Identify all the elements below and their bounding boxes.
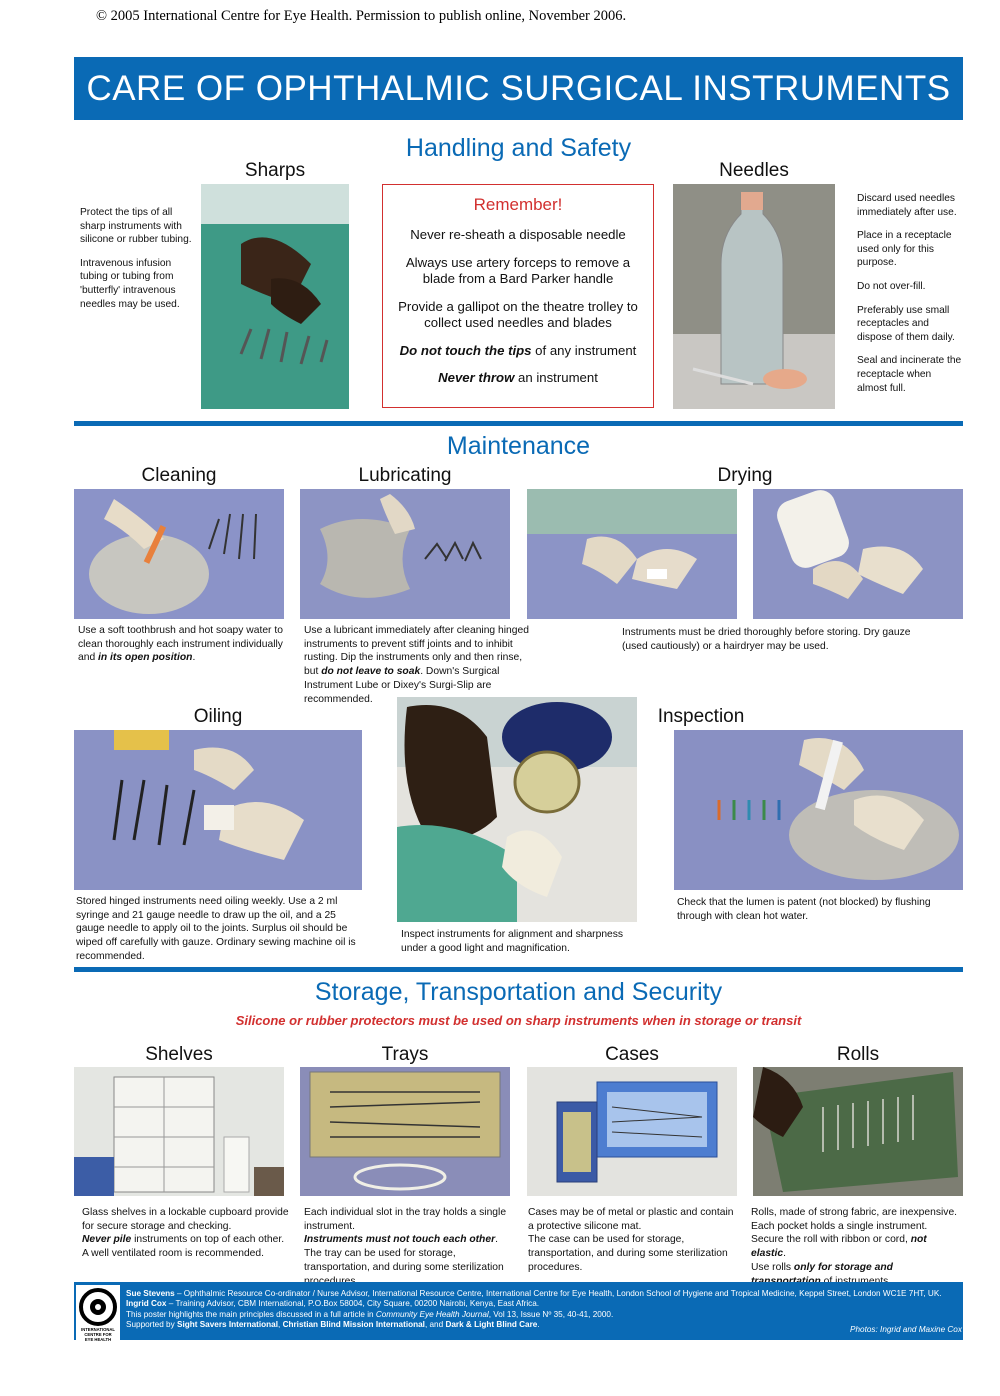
section-divider [74, 421, 963, 426]
needles-paragraph: Place in a receptacle used only for this purpose. [857, 230, 952, 269]
heading-oiling: Oiling [193, 706, 243, 727]
drying-photo-2 [753, 489, 963, 619]
shelves-photo [74, 1067, 284, 1196]
remember-box [382, 184, 654, 408]
section-title-handling: Handling and Safety [405, 134, 632, 162]
drying-caption: Instruments must be dried thoroughly before storing. Dry gauze (used cautiously) or a hairdryer may be used. [622, 627, 911, 652]
remember-item: Always use artery forceps to remove a blade from a Bard Parker handle [405, 254, 631, 286]
section-divider [74, 967, 963, 972]
trays-photo [300, 1067, 510, 1196]
shelves-caption: Glass shelves in a lockable cupboard provide for secure storage and checking. Never pile instruments on top of each other. A well ventilated room is recommended. [82, 1207, 289, 1260]
heading-lubricating: Lubricating [358, 465, 452, 486]
section-title-maintenance: Maintenance [446, 432, 591, 460]
heading-cleaning: Cleaning [141, 465, 217, 486]
remember-title: Remember! [473, 195, 563, 214]
svg-text:EYE HEALTH: EYE HEALTH [84, 1337, 112, 1342]
sharps-text [80, 206, 192, 321]
svg-text:INTERNATIONAL: INTERNATIONAL [81, 1327, 115, 1332]
cleaning-caption: Use a soft toothbrush and hot soapy water to clean thoroughly each instrument individually and in its open position. [78, 625, 283, 664]
heading-needles: Needles [719, 160, 789, 181]
section-title-storage: Storage, Transportation and Security [314, 978, 723, 1006]
needles-paragraph: Seal and incinerate the receptacle when almost full. [857, 355, 962, 394]
inspection-center-photo [397, 697, 637, 922]
cleaning-photo [74, 489, 284, 619]
heading-drying: Drying [717, 465, 773, 486]
remember-item: Never throw an instrument [438, 370, 598, 385]
footer-credits: Sue Stevens – Ophthalmic Resource Co-ordinator / Nurse Advisor, International Resource Centre, International Centre for Eye Health, London School of Hygiene and Tropical Medicine, Keppel Street, London WC1E 7HT, UK. Ingrid Cox – Training Advisor, CBM International, P.O.Box 58004, City Square, 00200 Nairobi, Kenya, East Africa. This poster highlights the main principles discussed in a full article in Community Eye Health Journal, Vol 13, Issue Nº 35, 40-41, 2000. Supported by Sight Savers International, Christian Blind Mission International, and Dark & Light Blind Care. [126, 1289, 942, 1330]
needles-text [857, 192, 962, 405]
drying-photo-1 [527, 489, 737, 619]
storage-warning: Silicone or rubber protectors must be used on sharp instruments when in storage or transit [235, 1013, 802, 1028]
heading-trays: Trays [381, 1044, 429, 1065]
needles-paragraph: Do not over-fill. [857, 280, 926, 292]
rolls-photo [753, 1067, 963, 1196]
needles-photo [673, 184, 835, 409]
inspection-caption: Check that the lumen is patent (not blocked) by flushing through with clean hot water. [677, 897, 931, 922]
trays-caption: Each individual slot in the tray holds a single instrument. Instruments must not touch each other. The tray can be used for storage, transportation, and during some sterilization [304, 1207, 507, 1273]
heading-inspection: Inspection [657, 706, 745, 727]
heading-cases: Cases [605, 1044, 659, 1065]
sharps-paragraph: Intravenous infusion tubing or tubing from 'butterfly' intravenous needles may be used. [80, 257, 180, 310]
remember-item: Do not touch the tips of any instrument [399, 342, 637, 358]
remember-item: Provide a gallipot on the theatre trolley to collect used needles and blades [398, 298, 638, 330]
rolls-caption: Rolls, made of strong fabric, are inexpensive. Each pocket holds a single instrument. Secure the roll with ribbon or cord, not elastic. Use rolls only for storage and [751, 1207, 958, 1273]
heading-shelves: Shelves [145, 1044, 213, 1065]
remember-item: Never re-sheath a disposable needle [410, 227, 626, 242]
heading-sharps: Sharps [244, 160, 306, 181]
photo-credit: Photos: Ingrid and Maxine Cox [850, 1325, 962, 1334]
sharps-photo [201, 184, 349, 409]
inspection-photo [674, 730, 963, 890]
sharps-paragraph: Protect the tips of all sharp instruments with silicone or rubber tubing. [80, 207, 192, 246]
heading-rolls: Rolls [836, 1044, 880, 1065]
cases-caption: Cases may be of metal or plastic and contain a protective silicone mat. The case can be used for storage, transportation, and during some sterilization procedures. [528, 1207, 734, 1273]
oiling-caption: Stored hinged instruments need oiling weekly. Use a 2 ml syringe and 21 gauge needle to draw up the oil, and a 25 gauge needle to apply oil to the joints. Surplus oil should be wiped off carefully with gauze. Ordinary sewing machine oil is recommended. [76, 896, 356, 962]
needles-paragraph: Preferably use small receptacles and dispose of them daily. [857, 304, 955, 343]
svg-text:CENTRE FOR: CENTRE FOR [84, 1332, 112, 1337]
oiling-photo [74, 730, 362, 890]
lubricating-photo [300, 489, 510, 619]
inspection-center-caption: Inspect instruments for alignment and sharpness under a good light and magnification. [401, 929, 624, 954]
copyright-notice: © 2005 International Centre for Eye Health. Permission to publish online, November 2006. [96, 8, 627, 24]
lubricating-caption: Use a lubricant immediately after cleaning hinged instruments to prevent stiff joints and to inhibit rusting. Dip the instruments only and then rinse, but do not leave to soak. Down's Surgical Instrument Lube or Dixey's Surgi-Slip are recommended. [304, 625, 529, 705]
cases-photo [527, 1067, 737, 1196]
needles-paragraph: Discard used needles immediately after use. [857, 193, 957, 218]
poster-title: CARE OF OPHTHALMIC SURGICAL INSTRUMENTS [74, 57, 963, 120]
icehe-logo [76, 1285, 120, 1345]
